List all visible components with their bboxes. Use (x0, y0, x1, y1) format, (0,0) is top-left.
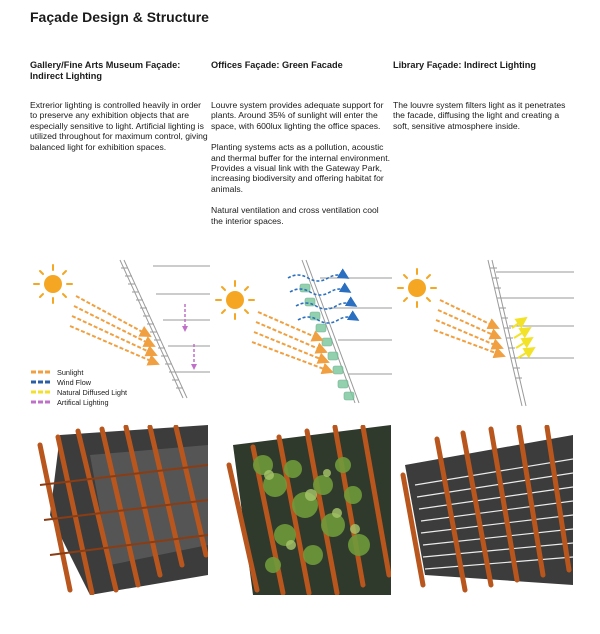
offices-facade-heading: Offices Façade: Green Facade (211, 60, 343, 70)
diagram-legend (30, 367, 127, 407)
sunlight-rays (252, 312, 332, 372)
artificial-lighting-arrows (182, 304, 197, 370)
page-title: Façade Design & Structure (30, 9, 209, 25)
library-section-diagram (392, 258, 574, 408)
facade-structure (120, 260, 210, 398)
sun-icon (34, 265, 72, 303)
planting-system (300, 284, 354, 400)
legend-label: Artifical Lighting (57, 397, 109, 407)
wind-flow-swatch-icon (30, 379, 52, 385)
diffused-light-swatch-icon (30, 389, 52, 395)
facade-structure (488, 260, 574, 406)
artificial-lighting-swatch-icon (30, 399, 52, 405)
library-facade-description: The louvre system filters light as it penetrates the facade, diffusing the light and creating a soft, sensitive atmosphere inside. (393, 100, 566, 131)
legend-label: Sunlight (57, 367, 84, 377)
sunlight-rays (434, 300, 504, 356)
offices-facade-column (211, 60, 391, 226)
gallery-facade-photo (30, 425, 208, 595)
sun-icon (398, 269, 436, 307)
legend-label: Wind Flow (57, 377, 92, 387)
offices-facade-paragraph-2: Planting systems acts as a pollution, acoustic and thermal buffer for the internal environment. Provides a visual link with the Gateway Park, increasing biodiversity and offering habitat for animals. (211, 142, 390, 194)
library-facade-photo (395, 425, 573, 595)
sun-icon (216, 281, 254, 319)
library-facade-column (393, 60, 573, 131)
legend-item-wind-flow (30, 377, 127, 387)
legend-item-sunlight (30, 367, 127, 377)
diffused-light-rays (512, 318, 534, 358)
offices-facade-paragraph-3: Natural ventilation and cross ventilation cool the interior spaces. (211, 205, 379, 226)
legend-item-diffused-light (30, 387, 127, 397)
louvre-fins (490, 268, 522, 378)
library-facade-heading: Library Façade: Indirect Lighting (393, 60, 536, 70)
legend-label: Natural Diffused Light (57, 387, 128, 397)
offices-facade-paragraph-1: Louvre system provides adequate support for plants. Around 35% of sunlight will enter the space, with 600lux lighting the office spaces. (211, 100, 384, 131)
offices-section-diagram (210, 258, 392, 408)
offices-green-facade-photo (213, 425, 391, 595)
gallery-facade-heading: Gallery/Fine Arts Museum Façade: Indirect Lighting (30, 60, 181, 81)
legend-item-artificial-lighting (30, 397, 127, 407)
sunlight-swatch-icon (30, 369, 52, 375)
gallery-facade-description: Extrerior lighting is controlled heavily in order to preserve any exhibition objects that are especially sensitive to light. Artificial lighting is utilized throughout for maximum control, giving balanced light for exhibition spaces. (30, 100, 208, 152)
gallery-facade-column (30, 60, 208, 152)
